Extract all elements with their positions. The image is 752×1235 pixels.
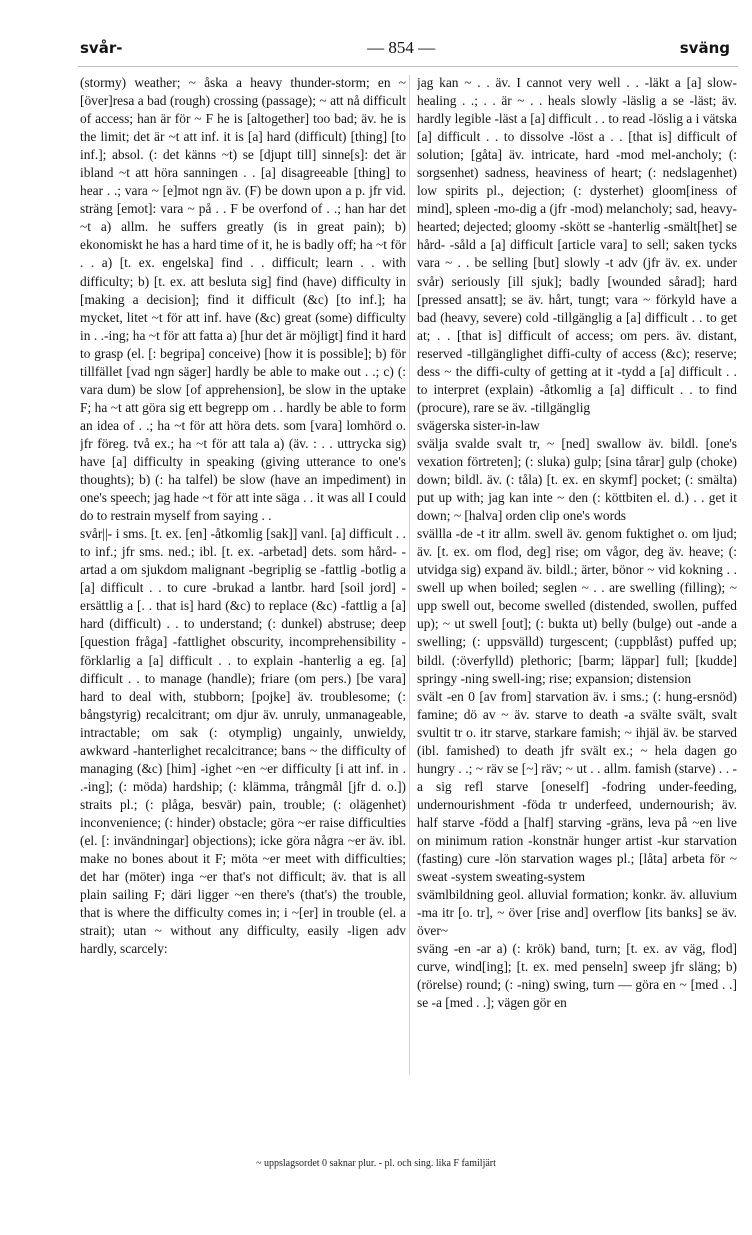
entry-svar-compounds: svår||- i sms. [t. ex. [en] -åtkomlig [sak]] vanl. [a] difficult . . to inf.; jfr sms. ned.; ibl. [t. ex. -arbetad] dets. som hård- -artad a om sjukdom malignant -begriplig se -fattlig -botlig a [a] difficult . . to cure -brukad a lantbr. hard [soil jord] -ersättlig a [. . that is] hard (&c) to replace (&c) -fattlig a [a] hard (difficult) . . to understand; (: dunkel) abstruse; deep [question fråga] -fattlighet obscurity, incomprehensibility -förklarlig a [a] difficult . . to explain -hanterlig a eg. [a] difficult . . to manage (handle); friare (om pers.) [be vara] hard to deal with, stubborn; [pojke] äv. troublesome; (: bångstyrig) recalcitrant; om djur äv. unruly, unmanageable, intractable; om sak (: otymplig) ungainly, unwieldy, awkward -hanterlighet recalcitrance; bans ~ the difficulty of managing (&c) [him] -ighet ~en ~er difficulty [i att inf. in . .-ing]; (: möda) hardship; (: klämma, trångmål [jfr d. o.]) straits pl.; (: plåga, besvär) pain, trouble; (: olägenhet) inconvenience; (: hinder) obstacle; göra ~er raise difficulties (el. [: invändningar] objections); icke göra några ~er äv. ibl. make no bones about it F; möta ~er meet with difficulties; det har (möter) inga ~er that's not difficult; äv. that is all plain sailing F; däri ligger ~en there's (that's) the trouble, that is where the difficulty comes in; i ~[er] in trouble (el. a strait); utan ~ without any difficulty, easily -ligen adv hardly, scarcely: (80, 526, 406, 957)
entry-svalja: svälja svalde svalt tr, ~ [ned] swallow äv. bildl. [one's vexation förtreten]; (: sluka) gulp; [sina tårar] gulp (choke) down; bildl. äv. (: tåla) [t. ex. en skymf] pocket; (: smälta) put up with; jag kan inte ~ den (: köttbiten el. d.) . . get it down; ~ [halva] orden clip one's words (417, 435, 737, 524)
page-number: — 854 — (367, 38, 436, 57)
entry-svalla: svällla -de -t itr allm. swell äv. genom fuktighet o. om ljud; äv. [t. ex. om flod, deg] rise; om vågor, deg äv. heave; (: utvidga sig) expand äv. bildl.; ärter, bönor ~ vid kokning . . swell up when boiled; seglen ~ . . are swelling (filling); ~ upp swell out, become swelled (distended, swollen, puffed up); ~ ut swell [out]; (: bukta ut) belly (bulge) out -ande a swelling; (: uppsvälld) turgescent; (:uppblåst) puffed up; bildl. (:överfylld) plethoric; [barm; läppar] full; [kudde] springy -ning swell-ing; rise; expansion; distension (417, 526, 737, 686)
entry-svagerska: svägerska sister-in-law (417, 417, 540, 433)
entry-svambildning: svämlbildning geol. alluvial formation; konkr. äv. alluvium -ma itr [o. tr], ~ över [rise and] overflow [its banks] se äv. över~ (417, 887, 737, 939)
entry-svang: sväng -en -ar a) (: krök) band, turn; [t. ex. av väg, flod] curve, wind[ing]; [t. ex. med penseln] sweep jfr släng; b) (rörelse) round; (: -ning) swing, turn — göra en ~ [med . .] se -a [med . .]; vägen gör en (417, 941, 737, 1011)
header-rule (78, 66, 738, 67)
entry-svar-continued: (stormy) weather; ~ åska a heavy thunder-storm; en ~ [över]resa a bad (rough) crossing (passage); ~ att nå difficult of access; han är för ~ F he is [altogether] too bad; äv. he is the limit; det är ~t att inf. it is [a] hard (difficult) [thing] [to inf.]; absol. (: det känns ~t) se [djupt till] sinne[s]: det är ibland ~t att höra sanningen . . [a] disagreeable [thing] to hear . .; vara ~ [e]mot ngn äv. (F) be down upon a p. jfr vid. sträng [emot]: vara ~ på . . F be overfond of . .; han har det ~t a) allm. he suffers greatly (is in great pain); b) ekonomiskt he has a hard time of it, he is badly off; ha ~t för . . a) [t. ex. engelska] find . . difficult; learn . . with difficulty; b) [t. ex. att besluta sig] find (have) difficulty in [making a decision]; find it difficult (&c) [to inf.]; ha mycket, litet ~t för att inf. have (&c) great (some) difficulty in . .-ing; ha ~t för att fatta a) [hur det är möjligt] find it hard to grasp (el. [: begripa] conceive) [how it is possible]; b) för tillfället [vad ngn säger] hardly be able to make out . .; c) (: vara dum) be slow [of apprehension], be slow in the uptake F; ha ~t att göra sig ett begrepp om . . hardly be able to form an idea of . .; ha ~t för att höra dets. som [vara] lomhörd o. jfr föreg. två ex.; ha ~t för att tala a) (äv. : . . uttrycka sig) have [a] difficulty in speaking (giving utterance to one's thoughts); b) (: ha talfel) be slow (have an impediment) in one's speech; jag hade ~t för att inte säga . . it was all I could do to restrain myself from saying . . (80, 75, 406, 524)
column-divider (409, 75, 410, 1075)
abbreviation-legend: ~ uppslagsordet 0 saknar plur. - pl. och sing. lika F familjärt (256, 1158, 496, 1169)
left-column (80, 74, 406, 1079)
page-header (80, 38, 730, 62)
right-guideword: sväng (679, 39, 730, 57)
right-column (417, 74, 737, 1079)
entry-svar-compounds-cont: jag kan ~ . . äv. I cannot very well . . -läkt a [a] slow-healing . .; . . är ~ . . heals slowly -läslig a se -läst; äv. hardly legible -läst a [a] difficult . . to read -löslig a i vätska [a] difficult . . to dissolve -löst a . . [that is] difficult of solution; [gåta] äv. intricate, hard -mod mel-ancholy; (: sorgsenhet) sadness, heaviness of heart; (: nedslagenhet) low spirits pl., dejection; (: dysterhet) gloom[iness of mind], spleen -mo-dig a (jfr -mod) melancholy; sad, heavy-hearted; dejected; gloomy -skött se -hanterlig -smält[het] se hård- -såld a [a] difficult [article vara] to sell; saken tycks vara ~ . . be selling [but] slowly -t adv (jfr äv. ex. under svår) seriously [ill sjuk]; badly [wounded sårad]; hard [pressed ansatt]; se äv. hårt, tungt; vara ~ förkyld have a bad (heavy, severe) cold -tillgänglig a [a] difficult . . to get at; . . [that is] difficult of access; om pers. äv. distant, reserved -tillgänglighet diffi-culty of access (&c); reserve; dess ~ the diffi-culty of getting at it -tydd a [a] difficult . . to interpret (explain) -åtkomlig a [a] difficult . . to find (procure), rare se äv. -tillgänglig (417, 75, 737, 415)
entry-svalt: svält -en 0 [av from] starvation äv. i sms.; (: hung-ersnöd) famine; dö av ~ äv. starve to death -a svälte svält, svalt svultit tr o. itr starve, starkare famish; ~ ihjäl äv. be starved (ibl. famished) to death jfr svält ex.; ~ hela dagen go hungry . .; ~ räv se [~] räv; ~ ut . . allm. famish (starve) . . -a sig refl starve [oneself] -fodring under-feeding, undernourishment -föda tr underfeed, undernourish; äv. half starve -född a [half] starving -gräns, leva på ~en live on minimum ration -konstnär hunger artist -kur starvation (fasting) cure -lön starvation wages pl.; [låta] arbeta för ~ sweat -system sweating-system (417, 688, 737, 885)
left-guideword: svår- (80, 39, 123, 57)
